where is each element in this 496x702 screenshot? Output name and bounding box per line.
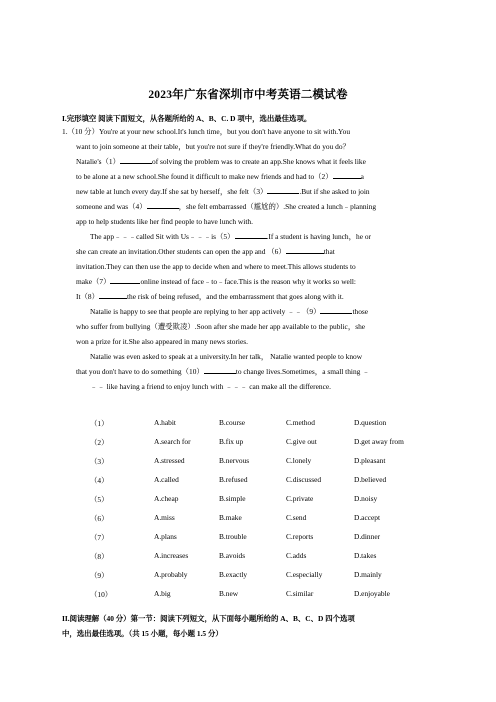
passage-line [76, 202, 376, 211]
question-number: （3） [90, 457, 109, 466]
passage-text: the risk of being refused，and the embarrassment that goes along with it. [127, 292, 344, 301]
question-number: （8） [90, 552, 109, 561]
option-a: A.miss [154, 513, 175, 522]
option-d: D.question [354, 418, 387, 427]
option-c: C.similar [286, 589, 314, 598]
passage-text: new table at lunch every day.If she sat by herself，she felt（3） [76, 187, 268, 196]
question-number: （4） [90, 476, 109, 485]
option-c: C.especially [286, 570, 323, 579]
option-c: C.send [286, 513, 307, 522]
question-number: （1） [90, 419, 109, 428]
answer-blank-5 [235, 232, 267, 239]
passage-text: make（7） [76, 277, 111, 286]
option-b: B.nervous [219, 456, 250, 465]
passage-line: want to join someone at their table，but you're not sure if they're friendly.What do you do？ [76, 142, 350, 151]
passage-line [76, 172, 364, 181]
answer-blank-4 [147, 202, 179, 209]
passage-line: 1.（10 分）You're at your new school.It's lunch time，but you don't have anyone to sit with.You [62, 127, 351, 136]
option-a: A.increases [154, 551, 189, 560]
option-a: A.search for [154, 437, 191, 446]
passage-text: that [323, 247, 335, 256]
option-a: A.probably [154, 570, 188, 579]
option-a: A.big [154, 589, 171, 598]
answer-blank-6 [286, 247, 324, 254]
option-b: B.avoids [219, 551, 246, 560]
answer-blank-2 [333, 172, 361, 179]
option-b: B.simple [219, 494, 246, 503]
option-b: B.fix up [219, 437, 244, 446]
option-d: D.takes [354, 551, 377, 560]
passage-text: .If a student is having lunch，he or [266, 232, 371, 241]
passage-text: those [352, 307, 369, 316]
passage-line: who suffer from bullying（遭受欺凌）.Soon after she made her app available to the public，she [76, 322, 366, 331]
passage-line: ﹣﹣ like having a friend to enjoy lunch with ﹣﹣﹣ can make all the difference. [90, 382, 332, 391]
question-number: （7） [90, 533, 109, 542]
option-c: C.give out [286, 437, 317, 446]
option-a: A.cheap [154, 494, 179, 503]
option-b: B.exactly [219, 570, 248, 579]
option-b: B.trouble [219, 532, 247, 541]
option-a: A.plans [154, 532, 177, 541]
passage-line: invitation.They can then use the app to decide when and where to meet.This allows students to [76, 262, 356, 271]
option-c: C.adds [286, 551, 307, 560]
option-c: C.discussed [286, 475, 322, 484]
option-c: C.private [286, 494, 314, 503]
passage-line: Natalie was even asked to speak at a university.In her talk， Natalie wanted people to know [90, 352, 363, 361]
passage-line: app to help students like her find people to have lunch with. [76, 217, 253, 226]
option-c: C.method [286, 418, 315, 427]
answer-blank-1 [120, 157, 152, 164]
option-d: D.enjoyable [354, 589, 390, 598]
option-b: B.course [219, 418, 246, 427]
option-d: D.pleasant [354, 456, 386, 465]
answer-blank-9 [320, 307, 352, 314]
option-d: D.mainly [354, 570, 382, 579]
option-d: D.accept [354, 513, 381, 522]
passage-line [76, 292, 344, 301]
option-c: C.lonely [286, 456, 312, 465]
section2-heading: II.阅读理解（40 分）第一节：阅读下列短文，从下面每小题所给的 A、B、C、D 四个选项 [62, 614, 355, 623]
passage-text: to change lives.Sometimes，a small thing ﹣ [235, 367, 370, 376]
section1-heading: I.完形填空 阅读下面短文，从各题所给的 A、B、C. D 项中，选出最佳选项。 [62, 114, 312, 123]
passage-text: to be alone at a new school.She found it difficult to make new friends and had to（2） [76, 172, 333, 181]
option-d: D.get away from [354, 437, 404, 446]
answer-blank-8 [99, 292, 127, 299]
passage-line [76, 247, 335, 256]
answer-blank-10 [204, 367, 236, 374]
passage-text: The app﹣﹣﹣called Sit with Us﹣﹣﹣is（5） [90, 232, 235, 241]
passage-line: won a prize for it.She also appeared in many news stories. [76, 337, 248, 346]
question-number: （5） [90, 495, 109, 504]
option-c: C.reports [286, 532, 314, 541]
passage-text: she can create an invitation.Other students can open the app and （6） [76, 247, 286, 256]
option-b: B.new [219, 589, 239, 598]
passage-line [76, 187, 370, 196]
passage-line [76, 277, 356, 286]
passage-text: a [360, 172, 364, 181]
question-number: （2） [90, 438, 109, 447]
question-number: （9） [90, 571, 109, 580]
option-d: D.noisy [354, 494, 378, 503]
passage-line [76, 367, 370, 376]
passage-text: It（8） [76, 292, 99, 301]
option-a: A.habit [154, 418, 176, 427]
passage-text: ，she felt embarrassed（尴尬的）.She created a lunch﹣planning [178, 202, 377, 211]
passage-text: of solving the problem was to create an app.She knows what it feels like [152, 157, 366, 166]
passage-text: Natalie is happy to see that people are replying to her app actively ﹣﹣（9） [90, 307, 321, 316]
option-d: D.believed [354, 475, 387, 484]
passage-text: .But if she asked to join [299, 187, 370, 196]
passage-text: online instead of face﹣to﹣face.This is the reason why it works so well: [140, 277, 356, 286]
answer-blank-7 [110, 277, 140, 284]
option-b: B.make [219, 513, 242, 522]
page-title: 2023年广东省深圳市中考英语二模试卷 [148, 89, 348, 101]
question-number: （10） [90, 590, 113, 599]
passage-line [90, 232, 371, 241]
option-a: A.called [154, 475, 179, 484]
option-b: B.refused [219, 475, 248, 484]
option-d: D.dinner [354, 532, 381, 541]
question-number: （6） [90, 514, 109, 523]
passage-text: Natalie's（1） [76, 157, 121, 166]
answer-blank-3 [267, 187, 299, 194]
passage-line [90, 307, 368, 316]
passage-text: someone and was（4） [76, 202, 147, 211]
option-a: A.stressed [154, 456, 185, 465]
section2-heading-cont: 中，选出最佳选项。（共 15 小题，每小题 1.5 分） [62, 629, 223, 638]
passage-text: that you don't have to do something（10） [76, 367, 204, 376]
passage-line [76, 157, 366, 166]
